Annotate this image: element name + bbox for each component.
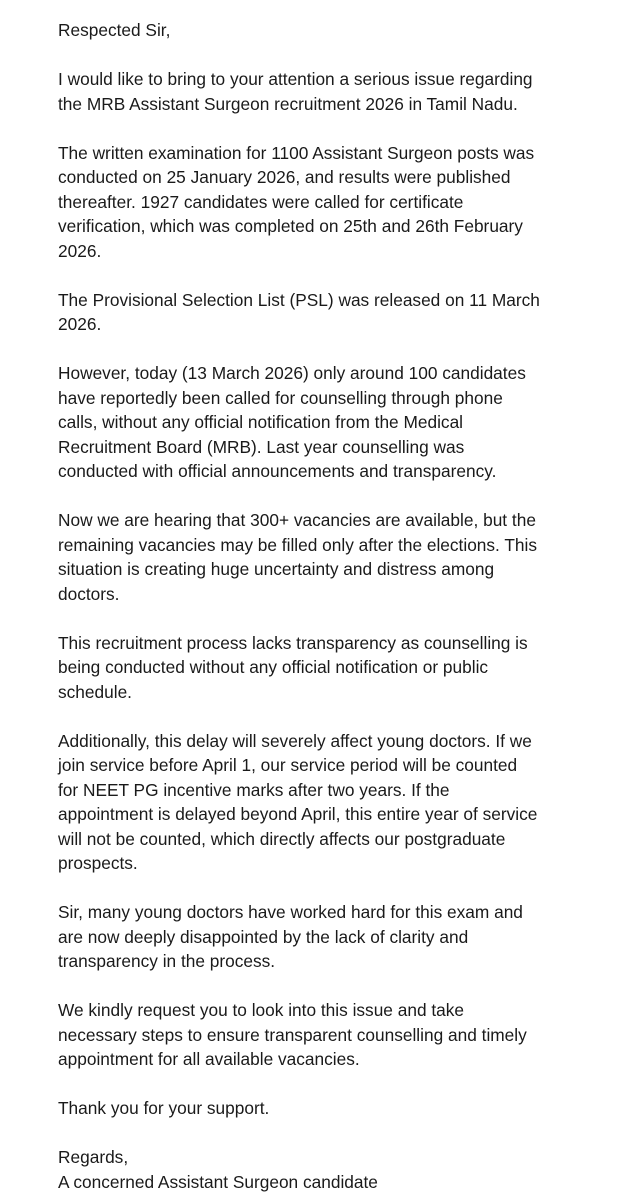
text-line: Additionally, this delay will severely affect young doctors. If we [58,730,532,751]
text-line: Sir, many young doctors have worked hard for this exam and [58,902,523,922]
text-line: conducted with official announcements and transparency. [58,461,497,481]
text-line: I would like to bring to your attention a serious issue regarding [58,69,533,89]
text-line: remaining vacancies may be filled only after the elections. This [58,534,537,555]
text-line: conducted on 25 January 2026, and results were published [58,167,511,187]
paragraph-gap [58,337,609,362]
letter-closing [58,1145,609,1194]
text-line: schedule. [58,681,132,702]
text-line: are now deeply disappointed by the lack of clarity and [58,926,469,947]
text-line: We kindly request you to look into this issue and take [58,1000,465,1020]
text-line: prospects. [58,853,138,873]
text-line: will not be counted, which directly affects our postgraduate [58,828,506,849]
signature: A concerned Assistant Surgeon candidate [58,1171,378,1192]
paragraph-examination [58,141,609,264]
paragraph-disappointment [58,900,609,974]
paragraph-gap [58,1121,609,1146]
text-line: calls, without any official notification from the Medical [58,412,464,432]
salutation: Respected Sir, [58,20,171,40]
text-line: necessary steps to ensure transparent counselling and timely [58,1024,527,1045]
paragraph-gap [58,116,609,141]
paragraph-transparency [58,631,609,705]
paragraph-gap [58,43,609,68]
text-line: However, today (13 March 2026) only around 100 candidates [58,363,526,383]
text-line: Recruitment Board (MRB). Last year counselling was [58,436,465,457]
text-line: thereafter. 1927 candidates were called for certificate [58,191,464,212]
paragraph-thanks [58,1096,609,1121]
text-line: verification, which was completed on 25th and 26th February [58,216,523,236]
text-line: join service before April 1, our service period will be counted [58,755,518,775]
text-line: The Provisional Selection List (PSL) was released on 11 March [58,289,540,310]
text-line: Now we are hearing that 300+ vacancies are available, but the [58,510,536,530]
paragraph-gap [58,484,609,509]
text-line: being conducted without any official notification or public [58,657,489,677]
paragraph-gap [58,1072,609,1097]
text-line: 2026. [58,314,102,334]
paragraph-attention [58,67,609,116]
text-line: have reportedly been called for counselling through phone [58,387,503,408]
text-line: This recruitment process lacks transparency as counselling is [58,632,528,653]
text-line: appointment for all available vacancies. [58,1049,360,1069]
text-line: The written examination for 1100 Assistant Surgeon posts was [58,142,535,163]
text-line: doctors. [58,583,120,604]
paragraph-gap [58,263,609,288]
paragraph-gap [58,606,609,631]
text-line: appointment is delayed beyond April, this entire year of service [58,804,538,824]
paragraph-psl [58,288,609,337]
paragraph-vacancies [58,508,609,606]
text-line: the MRB Assistant Surgeon recruitment 2026 in Tamil Nadu. [58,93,518,114]
paragraph-request [58,998,609,1072]
text-line: Thank you for your support. [58,1098,270,1118]
paragraph-gap [58,704,609,729]
paragraph-gap [58,876,609,901]
paragraph-gap [58,974,609,999]
text-line: transparency in the process. [58,951,276,971]
text-line: situation is creating huge uncertainty and distress among [58,559,495,579]
paragraph-delay [58,729,609,876]
paragraph-counselling [58,361,609,484]
text-line: 2026. [58,240,102,261]
closing: Regards, [58,1147,129,1167]
text-line: for NEET PG incentive marks after two years. If the [58,779,450,800]
